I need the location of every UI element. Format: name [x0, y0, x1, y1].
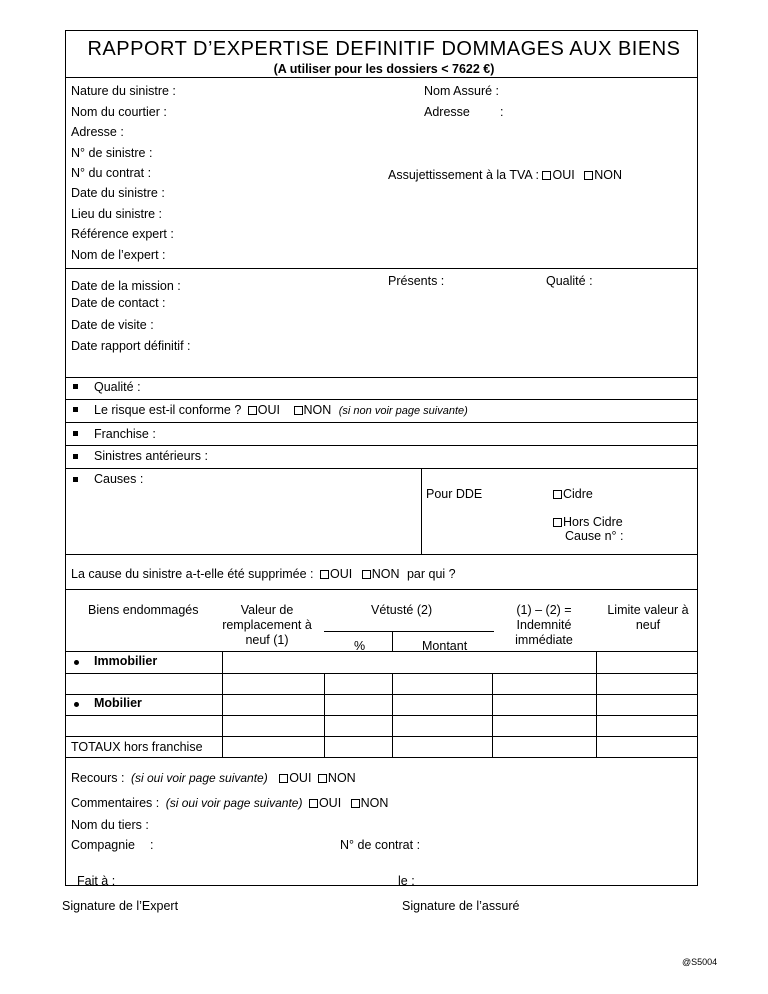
cause-oui-checkbox[interactable]: [320, 570, 329, 579]
sinistres-anterieurs-label: Sinistres antérieurs :: [94, 449, 208, 463]
compagnie-label: Compagnie: [71, 838, 135, 852]
risque-non-label: NON: [303, 403, 332, 417]
page-title: RAPPORT D’EXPERTISE DEFINITIF DOMMAGES AUX BIENS: [87, 38, 681, 60]
tva-label: Assujettissement à la TVA :: [388, 168, 539, 182]
page-subtitle: (A utiliser pour les dossiers < 7622 €): [273, 62, 495, 76]
cause-oui-label: OUI: [329, 567, 353, 581]
cause-supprimee-label: La cause du sinistre a-t-elle été supprimée :: [71, 567, 314, 581]
par-qui-label: par qui ?: [406, 567, 456, 581]
divider: [596, 673, 597, 757]
cause-n-label: Cause n° :: [565, 529, 624, 543]
bullet-square-icon: [73, 384, 78, 389]
recours-group: [71, 771, 356, 785]
col-valeur-header: Valeur de remplacement à neuf (1): [222, 603, 312, 647]
ref-expert-label: Référence expert :: [71, 227, 174, 241]
recours-num-contrat-label: N° de contrat :: [340, 838, 421, 852]
bullet-square-icon: [73, 431, 78, 436]
divider: [65, 757, 698, 758]
nature-sinistre-label: Nature du sinistre :: [71, 84, 176, 98]
recours-non-checkbox[interactable]: [318, 774, 327, 783]
divider: [65, 468, 698, 469]
date-sinistre-label: Date du sinistre :: [71, 186, 165, 200]
divider: [65, 77, 698, 78]
tva-group: [388, 168, 622, 182]
row-immobilier-label: Immobilier: [94, 654, 158, 668]
tva-non-checkbox[interactable]: [584, 171, 593, 180]
causes-label: Causes :: [94, 472, 144, 486]
divider: [596, 651, 597, 673]
qualite-label: Qualité :: [94, 380, 141, 394]
pour-dde-label: Pour DDE: [426, 487, 483, 501]
recours-non-label: NON: [327, 771, 356, 785]
cidre-label: Cidre: [563, 487, 593, 501]
adresse-courtier-label: Adresse :: [71, 125, 124, 139]
presents-label: Présents :: [388, 274, 445, 288]
tva-oui-checkbox[interactable]: [542, 171, 551, 180]
bullet-dot-icon: [74, 660, 79, 665]
nom-assure-label: Nom Assuré :: [424, 84, 500, 98]
risque-non-checkbox[interactable]: [294, 406, 303, 415]
recours-si-oui-note: (si oui voir page suivante): [130, 771, 268, 785]
bullet-square-icon: [73, 477, 78, 482]
signature-expert-label: Signature de l’Expert: [62, 899, 179, 913]
cause-non-checkbox[interactable]: [362, 570, 371, 579]
document-code: @S5004: [682, 957, 718, 967]
commentaires-non-checkbox[interactable]: [351, 799, 360, 808]
adresse-assure-colon: :: [500, 105, 504, 119]
col-biens-header: Biens endommagés: [88, 603, 199, 617]
divider: [65, 736, 698, 737]
recours-oui-label: OUI: [289, 771, 312, 785]
divider: [65, 589, 698, 590]
hors-cidre-label: Hors Cidre: [563, 515, 623, 529]
divider: [492, 673, 493, 757]
signature-assure-label: Signature de l’assuré: [402, 899, 520, 913]
divider: [392, 631, 393, 651]
tva-oui-label: OUI: [552, 168, 575, 182]
recours-oui-checkbox[interactable]: [279, 774, 288, 783]
nom-expert-label: Nom de l’expert :: [71, 248, 166, 262]
risque-conforme-label: Le risque est-il conforme ?: [94, 403, 242, 417]
cause-supprimee-group: [71, 567, 456, 581]
col-vetuste-header: Vétusté (2): [371, 603, 433, 617]
lieu-sinistre-label: Lieu du sinistre :: [71, 207, 163, 221]
col-indemnite-header: (1) – (2) = Indemnité immédiate: [515, 603, 573, 647]
risque-group: [94, 403, 468, 417]
bullet-square-icon: [73, 407, 78, 412]
num-sinistre-label: N° de sinistre :: [71, 146, 153, 160]
hors-cidre-group: [553, 515, 623, 529]
col-limite-header: Limite valeur à neuf: [607, 603, 689, 632]
col-pct-header: %: [354, 639, 366, 653]
divider: [65, 422, 698, 423]
row-mobilier-label: Mobilier: [94, 696, 142, 710]
cidre-group: [553, 487, 593, 501]
le-label: le :: [398, 874, 415, 888]
divider: [421, 468, 422, 554]
divider: [65, 377, 698, 378]
divider: [65, 673, 698, 674]
fait-a-label: Fait à :: [77, 874, 116, 888]
commentaires-si-oui-note: (si oui voir page suivante): [165, 796, 303, 810]
bullet-dot-icon: [74, 702, 79, 707]
risque-oui-checkbox[interactable]: [248, 406, 257, 415]
date-mission-label: Date de la mission :: [71, 279, 181, 293]
commentaires-non-label: NON: [360, 796, 389, 810]
divider: [65, 399, 698, 400]
risque-si-non-note: (si non voir page suivante): [338, 405, 468, 417]
adresse-assure-label: Adresse: [424, 105, 470, 119]
compagnie-colon: :: [150, 838, 154, 852]
hors-cidre-checkbox[interactable]: [553, 518, 562, 527]
num-contrat-label: N° du contrat :: [71, 166, 152, 180]
date-rapport-label: Date rapport définitif :: [71, 339, 191, 353]
tva-non-label: NON: [594, 168, 622, 182]
franchise-label: Franchise :: [94, 427, 156, 441]
col-montant-header: Montant: [422, 639, 468, 653]
nom-tiers-label: Nom du tiers :: [71, 818, 149, 832]
row-totaux-label: TOTAUX hors franchise: [71, 740, 203, 754]
commentaires-oui-checkbox[interactable]: [309, 799, 318, 808]
divider: [65, 694, 698, 695]
divider: [392, 673, 393, 757]
commentaires-oui-label: OUI: [318, 796, 342, 810]
cause-non-label: NON: [371, 567, 400, 581]
divider: [65, 268, 698, 269]
recours-label: Recours :: [71, 771, 125, 785]
cidre-checkbox[interactable]: [553, 490, 562, 499]
qualite-presents-label: Qualité :: [546, 274, 593, 288]
risque-oui-label: OUI: [257, 403, 281, 417]
date-contact-label: Date de contact :: [71, 296, 166, 310]
divider: [65, 554, 698, 555]
divider: [65, 715, 698, 716]
bullet-square-icon: [73, 454, 78, 459]
commentaires-group: [71, 796, 388, 810]
divider: [65, 445, 698, 446]
divider: [65, 651, 698, 652]
divider: [324, 673, 325, 757]
divider: [324, 631, 494, 632]
divider: [222, 651, 223, 757]
commentaires-label: Commentaires :: [71, 796, 160, 810]
nom-courtier-label: Nom du courtier :: [71, 105, 167, 119]
date-visite-label: Date de visite :: [71, 318, 154, 332]
